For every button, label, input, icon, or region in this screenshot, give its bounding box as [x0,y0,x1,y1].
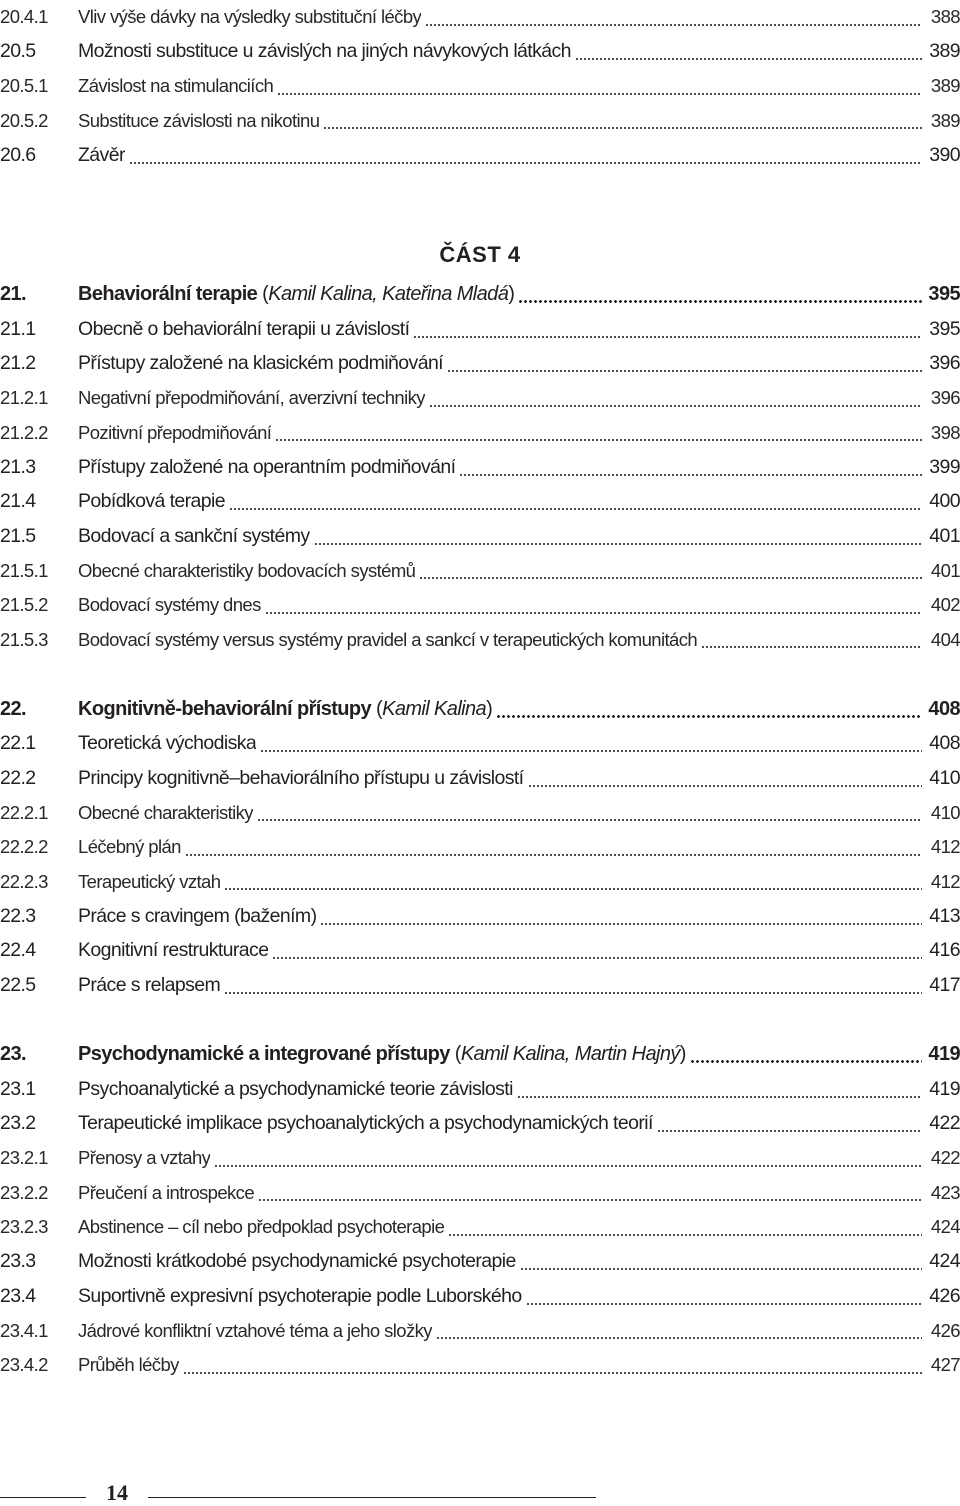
toc-entry-page: 424 [929,1250,960,1273]
toc-entry-number: 22.2.2 [0,836,48,858]
toc-entry-number: 21.2.2 [0,421,48,443]
toc-entry-page: 422 [929,1112,960,1135]
leader-dots [272,941,922,961]
toc-entry-title: Jádrové konfliktní vztahové téma a jeho složky [78,1319,432,1341]
toc-entry-title: Terapeutické implikace psychoanalytických a psychodynamických teorií [78,1112,653,1135]
leader-dots [257,804,922,823]
leader-dots [520,1252,922,1272]
toc-entry-title: Pobídková terapie [78,490,225,513]
toc-entry-page: 412 [930,870,960,892]
toc-entry-number: 23.2.2 [0,1181,48,1203]
footer-rule-left [0,1497,86,1498]
leader-dots [229,492,922,512]
toc-entry-23-2 [0,1107,960,1142]
toc-entry-page: 427 [930,1354,960,1376]
toc-entry-page: 396 [930,387,960,409]
toc-entry-title: Abstinence – cíl nebo předpoklad psychoterapie [78,1216,445,1238]
toc-entry-title: Možnosti krátkodobé psychodynamické psychoterapie [78,1250,516,1273]
toc-chapter-23 [0,1038,960,1073]
leader-dots [265,596,922,615]
toc-entry-page: 408 [929,732,960,755]
toc-entry-number: 22.4 [0,939,36,962]
toc-entry-number: 20.6 [0,143,36,166]
toc-chapter-number: 23. [0,1043,27,1066]
toc-entry-22-4 [0,934,960,969]
toc-entry-page: 389 [929,40,960,63]
leader-dots [528,768,922,788]
leader-dots [413,319,922,339]
toc-entry-page: 399 [929,455,960,478]
leader-dots [183,1356,922,1375]
leader-dots [448,1218,922,1237]
toc-entry-number: 23.2.3 [0,1216,48,1238]
toc-entry-number: 22.2.1 [0,801,48,823]
toc-entry-22-1 [0,727,960,762]
leader-dots [575,42,922,62]
toc-entry-page: 389 [930,109,960,131]
toc-entry-21-5-2 [0,588,960,623]
chapter-authors: Kamil Kalina [382,697,487,720]
leader-dots [690,1044,922,1064]
toc-entry-number: 22.3 [0,904,36,927]
toc-entry-22-5 [0,968,960,1003]
toc-entry-page: 412 [930,836,960,858]
toc-entry-title: Průběh léčby [78,1354,179,1376]
toc-entry-number: 23.2.1 [0,1147,48,1169]
toc-entry-number: 20.5 [0,40,36,63]
leader-dots [129,145,922,165]
toc-entry-20-5-1 [0,69,960,104]
toc-entry-page: 410 [929,766,960,789]
toc-entry-page: 413 [929,904,960,927]
toc-entry-page: 390 [929,143,960,166]
toc-entry-title: Závislost na stimulanciích [78,75,274,97]
toc-entry-number: 22.2.3 [0,870,48,892]
leader-dots [185,838,922,857]
toc-entry-page: 388 [930,6,960,28]
toc-entry-title: Vliv výše dávky na výsledky substituční léčby [78,6,422,28]
toc-entry-title: Obecné charakteristiky bodovacích systémů [78,559,416,581]
toc-entry-number: 22.5 [0,973,36,996]
toc-entry-title: Léčebný plán [78,836,181,858]
toc-entry-page: 401 [930,559,960,581]
toc-entry-title: Přístupy založené na operantním podmiňování [78,455,456,478]
toc-entry-title: Práce s cravingem (bažením) [78,904,317,927]
leader-dots [260,734,922,754]
toc-entry-number: 23.2 [0,1112,36,1135]
toc-entry-20-4-1 [0,0,960,35]
chapter-gap [0,1003,960,1038]
toc-entry-title: Teoretická východiska [78,732,257,755]
leader-dots [657,1114,922,1134]
toc-entry-page: 417 [929,973,960,996]
toc-entry-page: 398 [930,421,960,443]
toc-entry-21-2 [0,347,960,382]
toc-entry-23-1 [0,1072,960,1107]
toc-entry-page: 426 [930,1319,960,1341]
toc-entry-20-6 [0,138,960,173]
chapter-authors: Kamil Kalina, Martin Hajný [460,1043,680,1066]
leader-dots [275,424,922,443]
toc-chapter-number: 21. [0,283,27,306]
toc-entry-23-2-1 [0,1141,960,1176]
toc-entry-22-2-2 [0,830,960,865]
toc-entry-21-4 [0,485,960,520]
toc-entry-number: 21.5.1 [0,559,48,581]
toc-entry-number: 21.4 [0,490,36,513]
toc-entry-22-2-3 [0,865,960,900]
toc-entry-title: Práce s relapsem [78,973,221,996]
toc-entry-number: 23.4.1 [0,1319,48,1341]
part-heading: ČÁST 4 [439,241,521,267]
leader-dots [701,631,922,650]
toc-entry-21-3 [0,450,960,485]
toc-entry-23-2-2 [0,1176,960,1211]
toc-entry-number: 20.5.2 [0,109,48,131]
toc-entry-page: 410 [930,801,960,823]
leader-dots [214,1149,922,1168]
toc-entry-20-5 [0,35,960,70]
toc-entry-number: 23.1 [0,1077,36,1100]
toc-chapter-22 [0,692,960,727]
toc-entry-number: 21.1 [0,317,36,340]
chapter-title-text: Psychodynamické a integrované přístupy [78,1043,450,1066]
toc-entry-page: 404 [930,628,960,650]
toc-chapter-title: Psychodynamické a integrované přístupy (Kamil Kalina, Martin Hajný) [78,1043,686,1066]
toc-entry-page: 419 [929,1077,960,1100]
toc-entry-title: Terapeutický vztah [78,870,221,892]
toc-entry-title: Přístupy založené na klasickém podmiňování [78,352,444,375]
toc-chapter-21 [0,278,960,313]
toc-entry-number: 22.2 [0,766,36,789]
toc-entry-23-4-1 [0,1314,960,1349]
toc-chapter-title: Behaviorální terapie (Kamil Kalina, Kateřina Mladá) [78,283,515,306]
toc-entry-page: 396 [929,352,960,375]
toc-chapter-page: 408 [928,697,960,720]
leader-dots [258,1184,922,1203]
toc-entry-21-5-3 [0,623,960,658]
toc-chapter-page: 395 [928,283,960,306]
toc-entry-title: Principy kognitivně–behaviorálního přístupu u závislostí [78,766,524,789]
toc-entry-title: Obecně o behaviorální terapii u závislostí [78,317,410,340]
toc-entry-title: Bodovací a sankční systémy [78,524,310,547]
toc-entry-23-2-3 [0,1210,960,1245]
leader-dots [459,457,922,477]
toc-entry-title: Suportivně expresivní psychoterapie podle Luborského [78,1284,522,1307]
toc-entry-23-4 [0,1279,960,1314]
toc-entry-23-4-2 [0,1348,960,1383]
toc-entry-title: Možnosti substituce u závislých na jiných návykových látkách [78,40,571,63]
leader-dots [314,526,922,546]
toc-entry-number: 21.2 [0,352,36,375]
toc-entry-page: 401 [929,524,960,547]
leader-dots [224,873,922,892]
leader-dots [429,389,922,408]
toc-entry-page: 416 [929,939,960,962]
toc-entry-page: 426 [929,1284,960,1307]
toc-entry-title: Přenosy a vztahy [78,1147,211,1169]
toc-entry-title: Kognitivní restrukturace [78,939,269,962]
toc-entry-title: Bodovací systémy dnes [78,594,261,616]
toc-entry-21-2-1 [0,381,960,416]
toc-entry-title: Negativní přepodmiňování, averzivní techniky [78,387,425,409]
toc-entry-title: Pozitivní přepodmiňování [78,421,272,443]
toc-entry-number: 21.2.1 [0,387,48,409]
leader-dots [320,906,922,926]
toc-entry-title: Závěr [78,143,125,166]
toc-entry-title: Přeučení a introspekce [78,1181,255,1203]
toc-entry-page: 402 [930,594,960,616]
page-footer [0,1478,600,1506]
leader-dots [496,699,922,719]
leader-dots [419,562,922,581]
leader-dots [518,284,922,304]
footer-rule-right [148,1497,596,1498]
toc-entry-number: 20.5.1 [0,75,48,97]
toc-chapter-number: 22. [0,697,27,720]
toc-entry-22-2-1 [0,796,960,831]
leader-dots [425,8,922,27]
toc-entry-page: 400 [929,490,960,513]
chapter-authors: Kamil Kalina, Kateřina Mladá [268,283,509,306]
toc-entry-page: 395 [929,317,960,340]
toc-entry-21-5-1 [0,554,960,589]
toc-entry-number: 22.1 [0,732,36,755]
toc-entry-21-1 [0,312,960,347]
toc-entry-22-2 [0,761,960,796]
leader-dots [224,975,922,995]
leader-dots [526,1286,922,1306]
leader-dots [277,77,922,96]
toc-entry-number: 23.4.2 [0,1354,48,1376]
leader-dots [323,112,922,131]
toc-chapter-page: 419 [928,1043,960,1066]
toc-chapter-title: Kognitivně-behaviorální přístupy (Kamil Kalina) [78,697,493,720]
toc-entry-number: 21.5.3 [0,628,48,650]
toc-entry-number: 23.3 [0,1250,36,1273]
toc-entry-title: Substituce závislosti na nikotinu [78,109,320,131]
toc-entry-page: 389 [930,75,960,97]
toc-entry-number: 21.5.2 [0,594,48,616]
toc-entry-title: Bodovací systémy versus systémy pravidel a sankcí v terapeutických komunitách [78,628,698,650]
toc-entry-title: Obecné charakteristiky [78,801,253,823]
toc-entry-number: 21.5 [0,524,36,547]
leader-dots [436,1322,922,1341]
toc-entry-page: 423 [930,1181,960,1203]
leader-dots [517,1079,922,1099]
toc-entry-22-3 [0,899,960,934]
toc-entry-number: 21.3 [0,455,36,478]
leader-dots [447,354,922,374]
chapter-title-text: Behaviorální terapie [78,283,258,306]
toc-entry-23-3 [0,1245,960,1280]
chapter-gap [0,657,960,692]
toc-entry-20-5-2 [0,104,960,139]
toc-entry-page: 422 [930,1147,960,1169]
toc-entry-number: 23.4 [0,1284,36,1307]
page-number: 14 [106,1480,128,1505]
toc-entry-21-2-2 [0,416,960,451]
toc-entry-number: 20.4.1 [0,6,48,28]
toc-entry-title: Psychoanalytické a psychodynamické teorie závislosti [78,1077,513,1100]
chapter-title-text: Kognitivně-behaviorální přístupy [78,697,372,720]
toc-entry-21-5 [0,519,960,554]
toc-entry-page: 424 [930,1216,960,1238]
